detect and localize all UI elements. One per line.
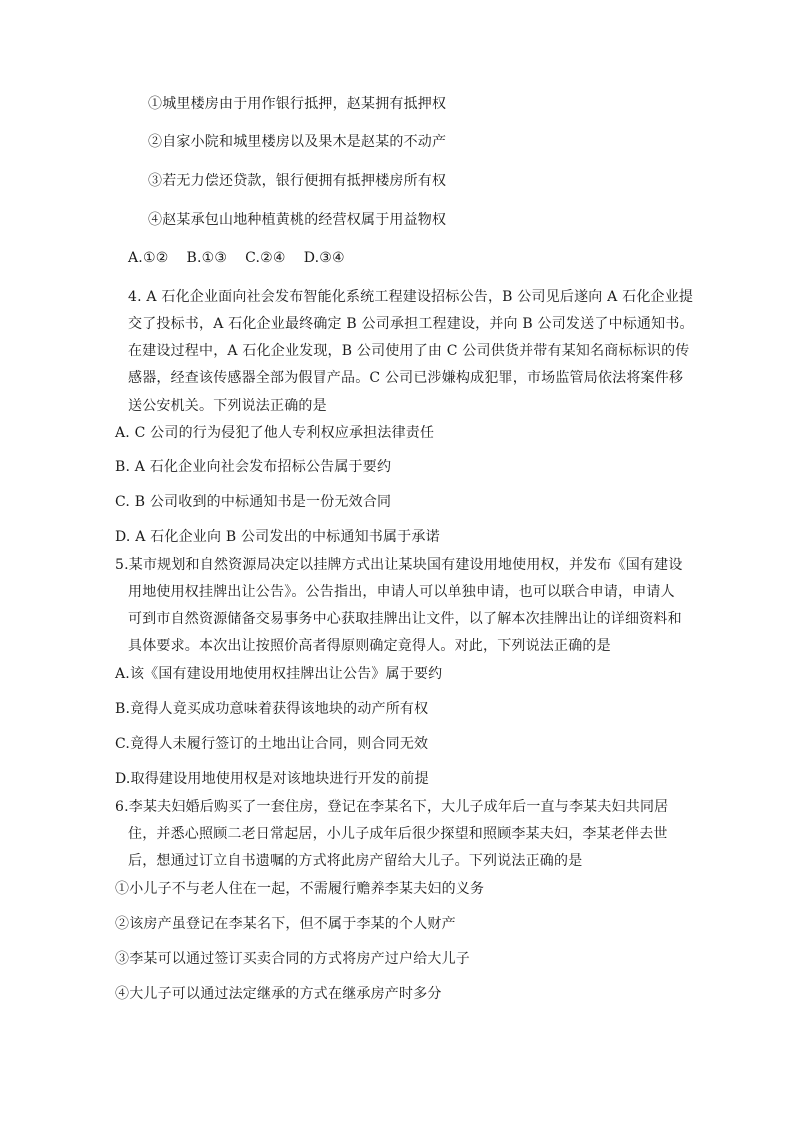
statement-2: ②该房产虽登记在李某名下，但不属于李某的个人财产	[115, 916, 456, 932]
option-a: A.①②	[128, 250, 169, 266]
option-c: C. B 公司收到的中标通知书是一份无效合同	[115, 494, 392, 510]
statement-1: ①城里楼房由于用作银行抵押，赵某拥有抵押权	[148, 96, 447, 112]
statement-1: ①小儿子不与老人住在一起，不需履行赡养李某夫妇的义务	[115, 881, 485, 897]
question-stem-line: 送公安机关。下列说法正确的是	[128, 398, 327, 414]
question-stem-line: 5.某市规划和自然资源局决定以挂牌方式出让某块国有建设用地使用权，并发布《国有建设	[115, 557, 683, 573]
option-c: C.竟得人未履行签订的土地出让合同，则合同无效	[115, 736, 429, 752]
statement-4: ④赵某承包山地种植黄桃的经营权属于用益物权	[148, 212, 447, 228]
answer-options	[128, 248, 363, 268]
option-a: A.该《国有建设用地使用权挂牌出让公告》属于要约	[115, 666, 443, 682]
question-stem-line: 在建设过程中，A 石化企业发现，B 公司使用了由 C 公司供货并带有某知名商标标识的传	[128, 343, 690, 359]
option-a: A. C 公司的行为侵犯了他人专利权应承担法律责任	[115, 425, 435, 441]
question-stem-line: 具体要求。本次出让按照价高者得原则确定竟得人。对此，下列说法正确的是	[128, 638, 611, 654]
option-b: B.①③	[186, 250, 228, 266]
option-b: B. A 石化企业向社会发布招标公告属于要约	[115, 459, 392, 475]
statement-2: ②自家小院和城里楼房以及果木是赵某的不动产	[148, 134, 447, 150]
statement-3: ③李某可以通过签订买卖合同的方式将房产过户给大儿子	[115, 951, 470, 967]
question-stem-line: 感器，经查该传感器全部为假冒产品。C 公司已涉嫌构成犯罪，市场监管局依法将案件移	[128, 370, 684, 386]
question-stem-line: 住，并悉心照顾二老日常起居，小儿子成年后很少探望和照顾李某夫妇，李某老伴去世	[128, 826, 668, 842]
question-stem-line: 用地使用权挂牌出让公告》。公告指出，申请人可以单独申请，也可以联合申请，申请人	[128, 584, 675, 600]
option-d: D.取得建设用地使用权是对该地块进行开发的前提	[115, 771, 429, 787]
option-d: D.③④	[303, 250, 345, 266]
statement-4: ④大儿子可以通过法定继承的方式在继承房产时多分	[115, 986, 442, 1002]
question-stem-line: 交了投标书，A 石化企业最终确定 B 公司承担工程建设，并向 B 公司发送了中标通知书。	[128, 316, 694, 332]
question-stem-line: 可到市自然资源储备交易事务中心获取挂牌出让文件，以了解本次挂牌出让的详细资料和	[128, 611, 682, 627]
statement-3: ③若无力偿还贷款，银行便拥有抵押楼房所有权	[148, 173, 447, 189]
option-d: D. A 石化企业向 B 公司发出的中标通知书属于承诺	[115, 529, 440, 545]
question-stem-line: 4. A 石化企业面向社会发布智能化系统工程建设招标公告，B 公司见后遂向 A 石化企业提	[128, 289, 694, 305]
option-c: C.②④	[245, 250, 286, 266]
question-stem-line: 6.李某夫妇婚后购买了一套住房，登记在李某名下，大儿子成年后一直与李某夫妇共同居	[115, 799, 669, 815]
question-stem-line: 后，想通过订立自书遗嘱的方式将此房产留给大儿子。下列说法正确的是	[128, 853, 583, 869]
option-b: B.竟得人竟买成功意味着获得该地块的动产所有权	[115, 701, 429, 717]
